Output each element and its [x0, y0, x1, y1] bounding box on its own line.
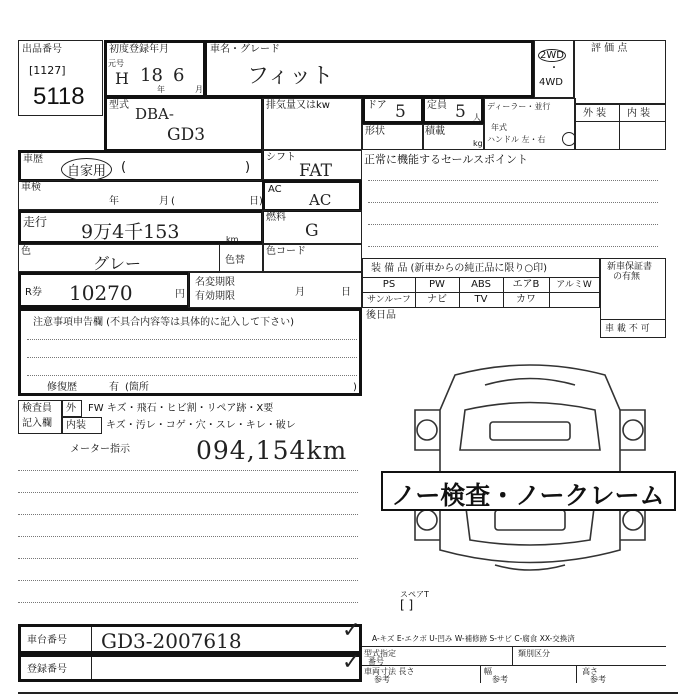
spare-label: スペアT [400, 590, 429, 599]
history-value: 自家用 [61, 158, 112, 181]
doors-box [362, 96, 424, 124]
after-date-area [362, 308, 600, 348]
history-paren-close: ) [245, 160, 251, 175]
shape-box [362, 124, 424, 150]
equip-leather: カワ [516, 294, 536, 305]
equip-abs: ABS [471, 279, 491, 290]
displacement-box [262, 98, 362, 150]
lot-box [18, 40, 103, 116]
recycle-unit: 円 [175, 289, 185, 300]
inspector-int-items: キズ・汚レ・コゲ・穴・スレ・キレ・破レ [106, 420, 296, 431]
inspection-month: 月 [159, 196, 169, 207]
inspection-label: 車検 [21, 182, 41, 193]
recycle-label: R券 [25, 287, 42, 298]
no-claim-stamp [381, 471, 676, 511]
fuel-box [262, 210, 362, 244]
dealer-box [484, 98, 576, 150]
mileage-unit: km [226, 235, 239, 244]
inspector-area [18, 400, 362, 434]
spec-ref-1: 参考 [374, 675, 390, 684]
equipment-label: 装 備 品 (新車からの純正品に限り○印) [371, 263, 548, 274]
history-label: 車歴 [23, 154, 43, 165]
capacity-label: 定員 [427, 100, 447, 111]
registration-box [18, 654, 362, 682]
sales-point-label: 正常に機能するセールスポイント [364, 153, 529, 166]
spec-height: 高さ [582, 667, 598, 676]
inspection-box [18, 180, 264, 210]
fuel-value: G [305, 221, 319, 241]
spec-width: 幅 [484, 667, 492, 676]
capacity-unit: 人 [473, 113, 481, 122]
equip-ps: PS [382, 279, 396, 290]
drive-sep: ・ [549, 63, 559, 74]
history-box [18, 150, 264, 182]
meter-value: 094,154km [196, 436, 348, 465]
equip-navi: ナビ [427, 294, 447, 305]
name-change-month: 月 [295, 287, 305, 298]
writing-lines [18, 470, 362, 620]
inspection-open: ( [171, 196, 175, 207]
bottom-spec [362, 646, 666, 683]
doors-label: ドア [367, 100, 387, 111]
color-code-box [262, 244, 362, 272]
doors-value: 5 [395, 102, 406, 122]
repair-close: ) [353, 382, 357, 393]
spec-model: 型式指定 [364, 649, 396, 658]
shape-label: 形状 [365, 126, 385, 137]
load-unit: kg [473, 139, 483, 148]
model-label: 型式 [109, 100, 129, 111]
chassis-box [18, 624, 362, 654]
dealer-year: 年式 [491, 123, 507, 132]
inspector-label-1: 検査員 [22, 403, 52, 414]
capacity-value: 5 [455, 102, 466, 122]
color-label: 色 [21, 246, 31, 257]
color-code-label: 色コード [266, 246, 306, 257]
load-label: 積載 [425, 126, 445, 137]
recycle-box [18, 272, 190, 308]
int-label: 内 装 [627, 108, 651, 119]
color-box [18, 244, 264, 272]
rating-label: 評 価 点 [591, 43, 628, 54]
equip-airbag: エアB [512, 279, 540, 290]
lot-label: 出品番号 [22, 44, 62, 55]
model-box [104, 96, 264, 152]
damage-legend: A-キズ E-エクボ U-凹み W-補修跡 S-サビ C-腐食 XX-交換済 [372, 634, 575, 643]
name-change-label-2: 有効期限 [195, 291, 235, 302]
registration-check: ✓ [342, 650, 361, 675]
shift-value: FAT [299, 161, 333, 181]
inspector-int-tag: 内装 [66, 420, 86, 431]
warranty-label-1: 新車保証書 [607, 262, 653, 272]
sales-point-area [362, 150, 666, 250]
reg-date-label: 初度登録年月 [109, 44, 169, 55]
shift-label: シフト [266, 152, 296, 163]
spec-category: 類別区分 [518, 649, 550, 658]
spec-ref-3: 参考 [590, 675, 606, 684]
inspection-year: 年 [109, 196, 119, 207]
notes-label: 注意事項申告欄 (不具合内容等は具体的に記入して下さい) [33, 317, 294, 328]
notes-box [18, 308, 362, 396]
ext-label: 外 装 [583, 108, 607, 119]
registration-label: 登録番号 [27, 664, 67, 675]
repair-open: (箇所 [125, 382, 149, 393]
reg-date-box [104, 40, 206, 98]
ac-label: AC [268, 184, 282, 195]
after-date-label: 後日品 [366, 310, 396, 321]
ac-value: AC [309, 191, 332, 209]
name-change-day: 日 [341, 287, 351, 298]
inspection-close: ) [259, 196, 263, 207]
spec-ref-2: 参考 [492, 675, 508, 684]
chassis-label: 車台番号 [27, 635, 67, 646]
spare-bracket: [ ] [400, 598, 414, 612]
inspection-day: 日 [249, 196, 259, 207]
displacement-label: 排気量又はkw [266, 100, 330, 111]
history-paren-open: ( [121, 160, 127, 175]
car-name-label: 車名・グレード [210, 44, 280, 55]
equipment-box [362, 258, 600, 308]
lot-code: [1127] [29, 64, 66, 77]
reg-month-unit: 月 [195, 85, 203, 94]
recycle-value: 10270 [69, 281, 133, 305]
dealer-label: ディーラー・並行 [487, 102, 551, 111]
bottom-line [18, 692, 678, 694]
model-value-2: GD3 [167, 125, 206, 145]
equip-sunroof: サンルーフ [367, 295, 411, 305]
warranty-box [600, 258, 666, 338]
capacity-box [422, 96, 484, 124]
spec-number: 番号 [368, 657, 384, 666]
name-change-box [188, 272, 362, 308]
stamp-text: ノー検査・ノークレーム [391, 481, 665, 510]
chassis-check: ✓ [342, 618, 361, 643]
reg-year: 18 [140, 65, 163, 86]
reg-era-label: 元号 [108, 59, 124, 68]
model-value-1: DBA- [135, 105, 174, 123]
warranty-label-2: の有無 [613, 272, 641, 282]
inspector-ext-items: FW キズ・飛石・ヒビ割・リペア跡・X要 [88, 403, 274, 414]
car-diagram [395, 350, 665, 590]
drive-4wd: 4WD [539, 77, 563, 88]
mileage-value: 9万4千153 [81, 221, 180, 243]
color-value: グレー [93, 254, 142, 273]
ac-box [262, 180, 362, 212]
rating-box [574, 40, 666, 104]
repair-label: 修復歴 [47, 382, 77, 393]
shift-box [262, 150, 362, 180]
reg-era: H [115, 69, 129, 88]
car-name-box [204, 40, 534, 98]
reg-month: 6 [173, 65, 185, 86]
name-change-label-1: 名変期限 [195, 277, 235, 288]
mileage-label: 走行 [23, 215, 48, 229]
car-name-value: フィット [247, 64, 334, 89]
spec-dims: 車両寸法 長さ [364, 667, 415, 676]
fuel-label: 燃料 [266, 212, 286, 223]
dealer-handle: ハンドル 左・右 [487, 135, 546, 144]
drive-box [534, 40, 574, 98]
inspector-label-2: 記入欄 [22, 418, 52, 429]
load-box [422, 124, 484, 150]
inspector-ext-tag: 外 [66, 403, 76, 414]
lot-number: 5118 [33, 83, 85, 110]
repair-yes: 有 [109, 382, 119, 393]
ext-int-box [574, 104, 666, 150]
drive-2wd: 2WD [540, 50, 564, 61]
equip-tv: TV [474, 294, 488, 305]
color-repaint: 色替 [225, 255, 245, 266]
reg-year-unit: 年 [157, 85, 165, 94]
equip-pw: PW [429, 279, 445, 290]
meter-label: メーター指示 [70, 444, 130, 455]
chassis-value: GD3-2007618 [101, 629, 242, 653]
equip-alloy: アルミW [556, 280, 592, 290]
warranty-label-3: 車 載 不 可 [605, 324, 650, 334]
mileage-box [18, 210, 264, 244]
